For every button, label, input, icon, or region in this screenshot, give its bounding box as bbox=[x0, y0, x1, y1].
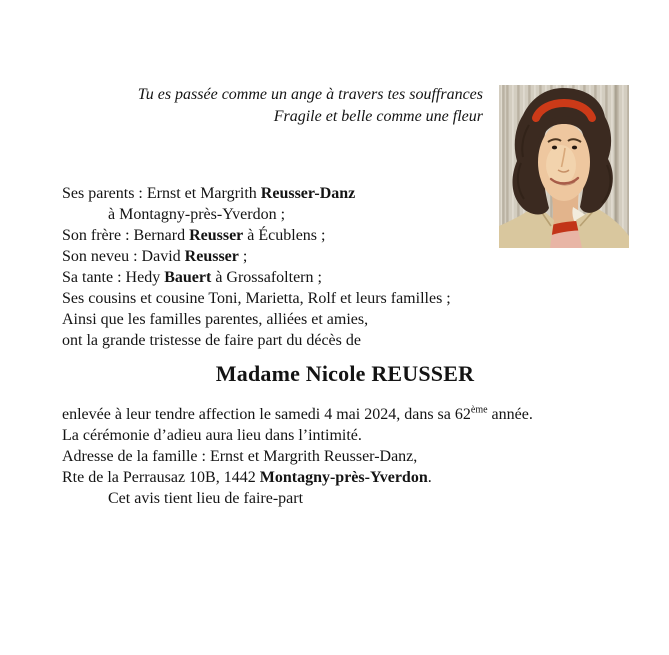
curtain-fold-left bbox=[502, 85, 505, 248]
details-line-family-address bbox=[62, 446, 533, 467]
family-line-brother bbox=[62, 225, 451, 246]
bold-family-name: Reusser-Danz bbox=[260, 185, 356, 202]
text-segment: Cet avis tient lieu de faire-part bbox=[108, 490, 304, 507]
text-segment: à Écublens ; bbox=[243, 227, 326, 244]
text-segment: Sa tante : Hedy bbox=[62, 269, 165, 286]
ordinal-superscript: ème bbox=[470, 404, 488, 416]
epigraph-line-1: Tu es passée comme un ange à travers tes souffrances bbox=[137, 86, 483, 103]
announcement-details bbox=[62, 404, 533, 509]
bold-family-name: Bauert bbox=[164, 269, 212, 286]
text-segment: Son frère : Bernard bbox=[62, 227, 190, 244]
text-segment: Rte de la Perrausaz 10B, 1442 bbox=[62, 469, 260, 486]
left-eye bbox=[552, 146, 557, 150]
family-line-cousins bbox=[62, 288, 451, 309]
details-line-ceremony bbox=[62, 425, 533, 446]
portrait-photo-illustration bbox=[499, 85, 629, 248]
bold-locality: Montagny-près-Yverdon bbox=[259, 469, 428, 486]
family-line-announcement bbox=[62, 330, 451, 351]
text-segment: . bbox=[427, 469, 432, 486]
text-segment: ; bbox=[238, 248, 248, 265]
text-segment: ont la grande tristesse de faire part du décès de bbox=[62, 332, 361, 349]
details-line-notice bbox=[62, 488, 533, 509]
text-segment: Ainsi que les familles parentes, alliées et amies, bbox=[62, 311, 369, 328]
text-segment: Ses parents : Ernst et Margrith bbox=[62, 185, 261, 202]
deceased-name: Madame Nicole REUSSER bbox=[215, 361, 475, 386]
text-segment: Son neveu : David bbox=[62, 248, 185, 265]
family-line-nephew bbox=[62, 246, 451, 267]
text-segment: à Grossafoltern ; bbox=[211, 269, 322, 286]
text-segment: La cérémonie d’adieu aura lieu dans l’intimité. bbox=[62, 427, 362, 444]
bold-family-name: Reusser bbox=[189, 227, 244, 244]
family-line-parents-location bbox=[62, 204, 451, 225]
text-segment: à Montagny-près-Yverdon ; bbox=[108, 206, 286, 223]
portrait-photo bbox=[499, 85, 629, 248]
family-line-aunt bbox=[62, 267, 451, 288]
text-segment: Ses cousins et cousine Toni, Marietta, Rolf et leurs familles ; bbox=[62, 290, 451, 307]
text-segment: Adresse de la famille : Ernst et Margrith Reusser-Danz, bbox=[62, 448, 418, 465]
text-segment: enlevée à leur tendre affection le samedi 4 mai 2024, dans sa 62 bbox=[62, 406, 471, 423]
text-segment: année. bbox=[487, 406, 533, 423]
family-announcement bbox=[62, 183, 451, 351]
bold-family-name: Reusser bbox=[184, 248, 239, 265]
epigraph bbox=[60, 84, 483, 128]
family-line-other-families bbox=[62, 309, 451, 330]
details-line-street-address bbox=[62, 467, 533, 488]
right-eye bbox=[572, 146, 577, 150]
family-line-parents bbox=[62, 183, 451, 204]
epigraph-line-2: Fragile et belle comme une fleur bbox=[273, 108, 483, 125]
details-line-death-date bbox=[62, 404, 533, 425]
